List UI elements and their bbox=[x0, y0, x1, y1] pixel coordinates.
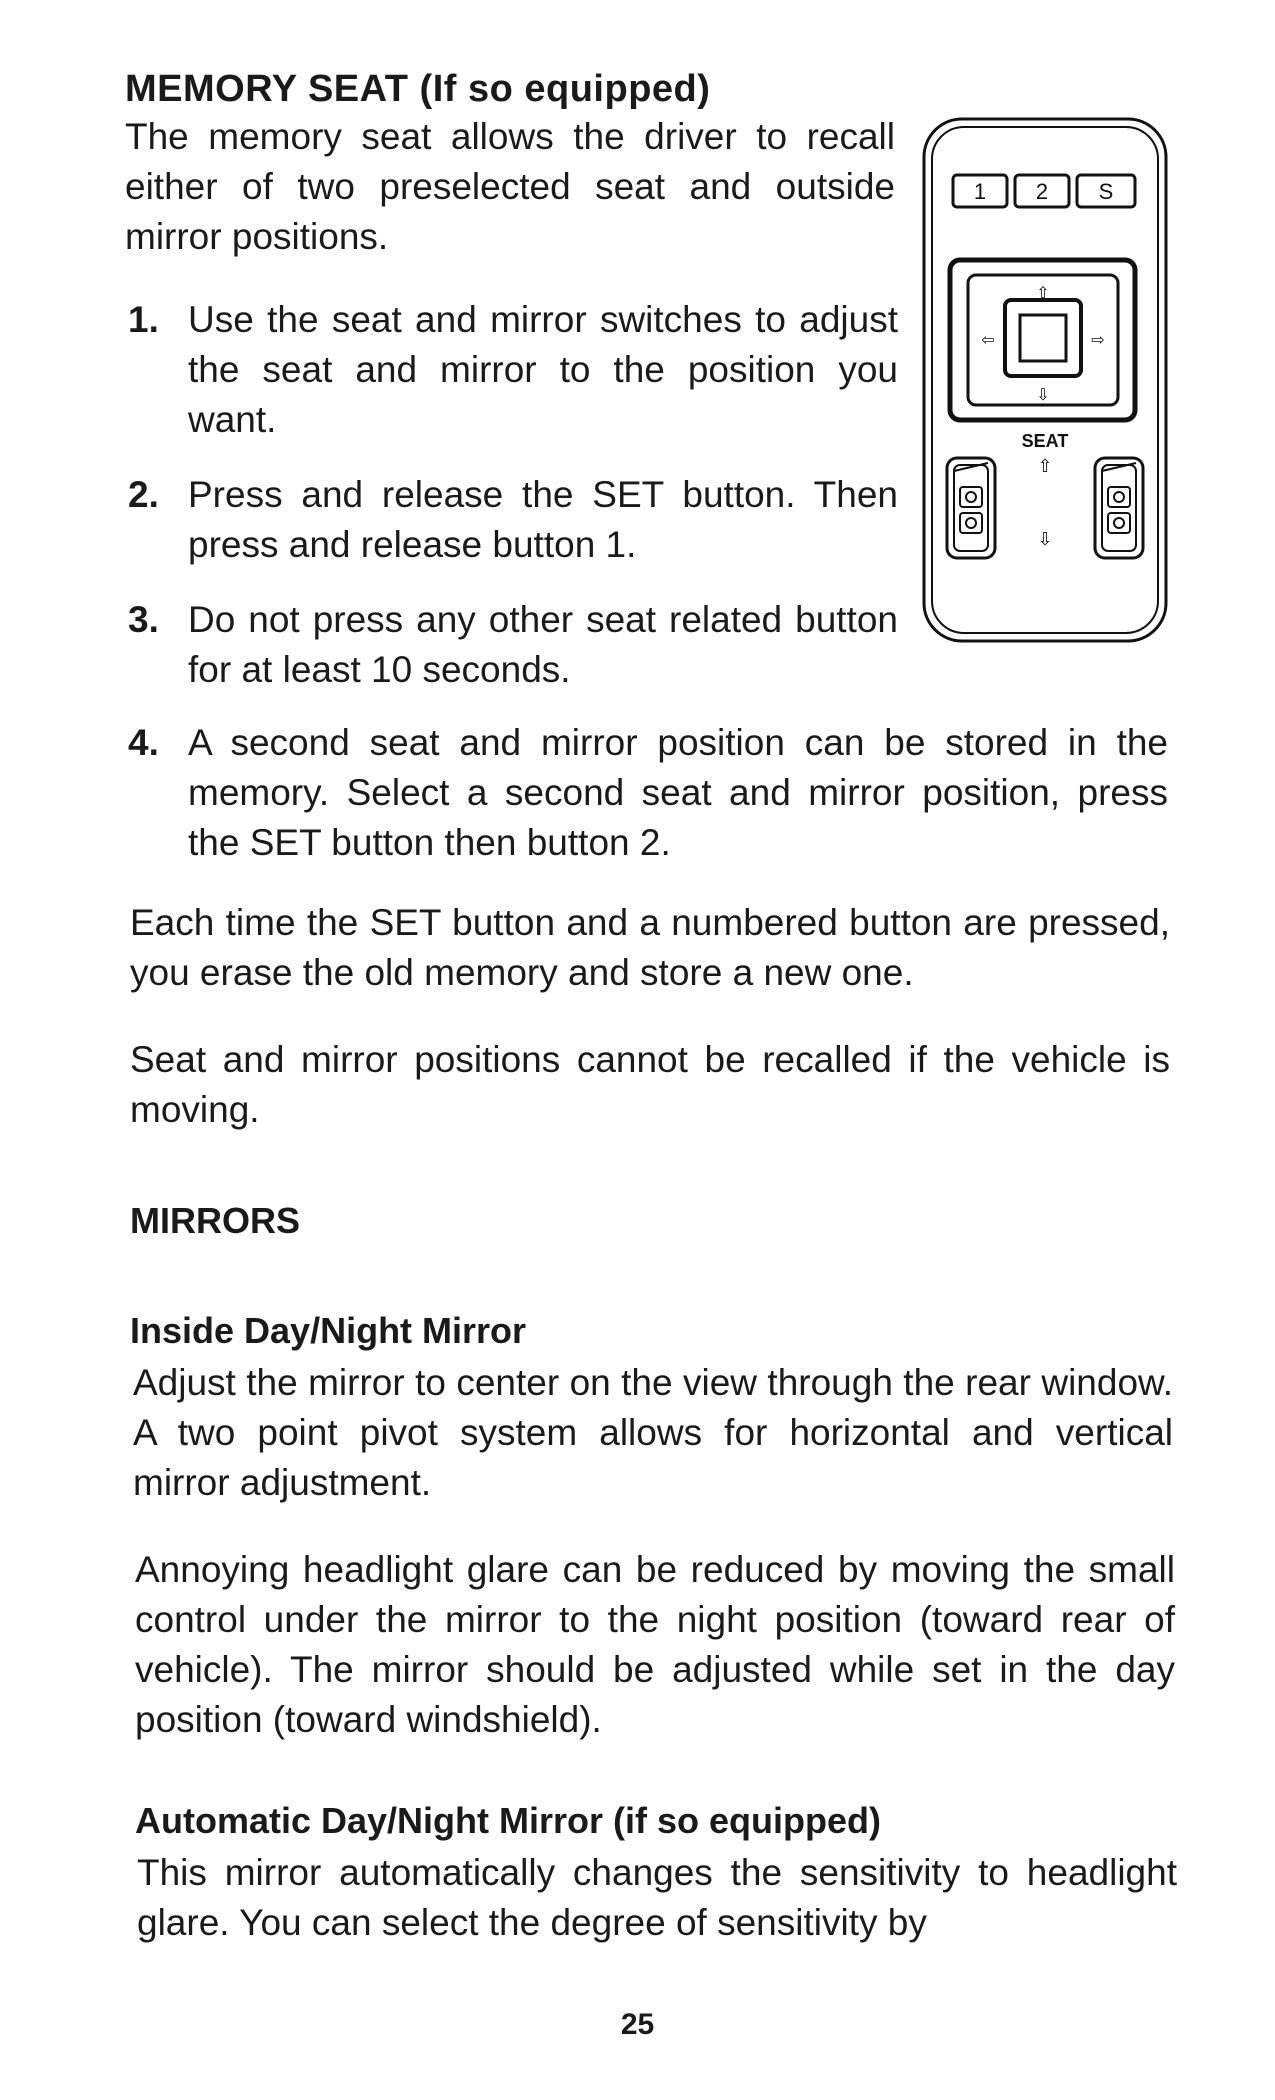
inside-mirror-heading: Inside Day/Night Mirror bbox=[130, 1310, 527, 1351]
memory-seat-switch-diagram bbox=[920, 115, 1170, 645]
step-number: 3. bbox=[128, 599, 159, 640]
memory-seat-intro: The memory seat allows the driver to recall either of two preselected seat and outside mirror positions. bbox=[125, 116, 895, 257]
automatic-mirror-paragraph: This mirror automatically changes the sensitivity to headlight glare. You can select the degree of sensitivity by bbox=[137, 1852, 1177, 1943]
step-number: 2. bbox=[128, 474, 159, 515]
seat-up-arrow-icon: ⇧ bbox=[1037, 456, 1053, 476]
set-button[interactable] bbox=[1077, 175, 1135, 207]
mirror-down-arrow-icon: ⇩ bbox=[1036, 387, 1050, 404]
moving-vehicle-paragraph: Seat and mirror positions cannot be recalled if the vehicle is moving. bbox=[130, 1039, 1170, 1130]
step-3 bbox=[128, 595, 898, 695]
step-1 bbox=[128, 295, 898, 445]
mirror-up-arrow-icon: ⇧ bbox=[1036, 285, 1050, 302]
seat-switch-left[interactable] bbox=[947, 458, 995, 558]
memory-seat-heading: MEMORY SEAT (If so equipped) bbox=[125, 68, 711, 110]
seat-down-arrow-icon: ⇩ bbox=[1037, 529, 1053, 549]
step-2 bbox=[128, 470, 898, 570]
mirrors-heading: MIRRORS bbox=[130, 1200, 300, 1241]
step-text: Press and release the SET button. Then press and release button 1. bbox=[188, 474, 898, 565]
page-number: 25 bbox=[620, 2008, 655, 2041]
step-number: 4. bbox=[128, 722, 159, 763]
mirror-right-arrow-icon: ⇨ bbox=[1091, 332, 1105, 349]
mirror-control-pad[interactable] bbox=[950, 260, 1135, 420]
step-4 bbox=[128, 718, 1168, 868]
memory-button-2-label: 2 bbox=[1035, 179, 1049, 204]
inside-mirror-paragraph-2: Annoying headlight glare can be reduced by moving the small control under the mirror to the night position (toward rear of vehicle). The mirror should be adjusted while set in the day position (toward windshield). bbox=[135, 1549, 1175, 1740]
mirror-left-arrow-icon: ⇦ bbox=[981, 332, 995, 349]
set-button-label: S bbox=[1098, 179, 1114, 204]
seat-switch-right[interactable] bbox=[1095, 458, 1143, 558]
step-text: Use the seat and mirror switches to adjust the seat and mirror to the position you want. bbox=[188, 299, 898, 440]
memory-button-1[interactable] bbox=[953, 175, 1007, 207]
inside-mirror-paragraph-1: Adjust the mirror to center on the view through the rear window. A two point pivot system allows for horizontal and vertical mirror adjustment. bbox=[133, 1362, 1173, 1503]
automatic-mirror-heading: Automatic Day/Night Mirror (if so equipped) bbox=[135, 1800, 882, 1841]
memory-button-1-label: 1 bbox=[973, 179, 987, 204]
step-number: 1. bbox=[128, 299, 159, 340]
step-text: Do not press any other seat related button for at least 10 seconds. bbox=[188, 599, 898, 690]
step-text: A second seat and mirror position can be stored in the memory. Select a second seat and mirror position, press the SET button then button 2. bbox=[188, 722, 1168, 863]
seat-label: SEAT bbox=[1021, 431, 1069, 451]
memory-button-2[interactable] bbox=[1015, 175, 1069, 207]
set-button-paragraph: Each time the SET button and a numbered button are pressed, you erase the old memory and store a new one. bbox=[130, 902, 1170, 993]
